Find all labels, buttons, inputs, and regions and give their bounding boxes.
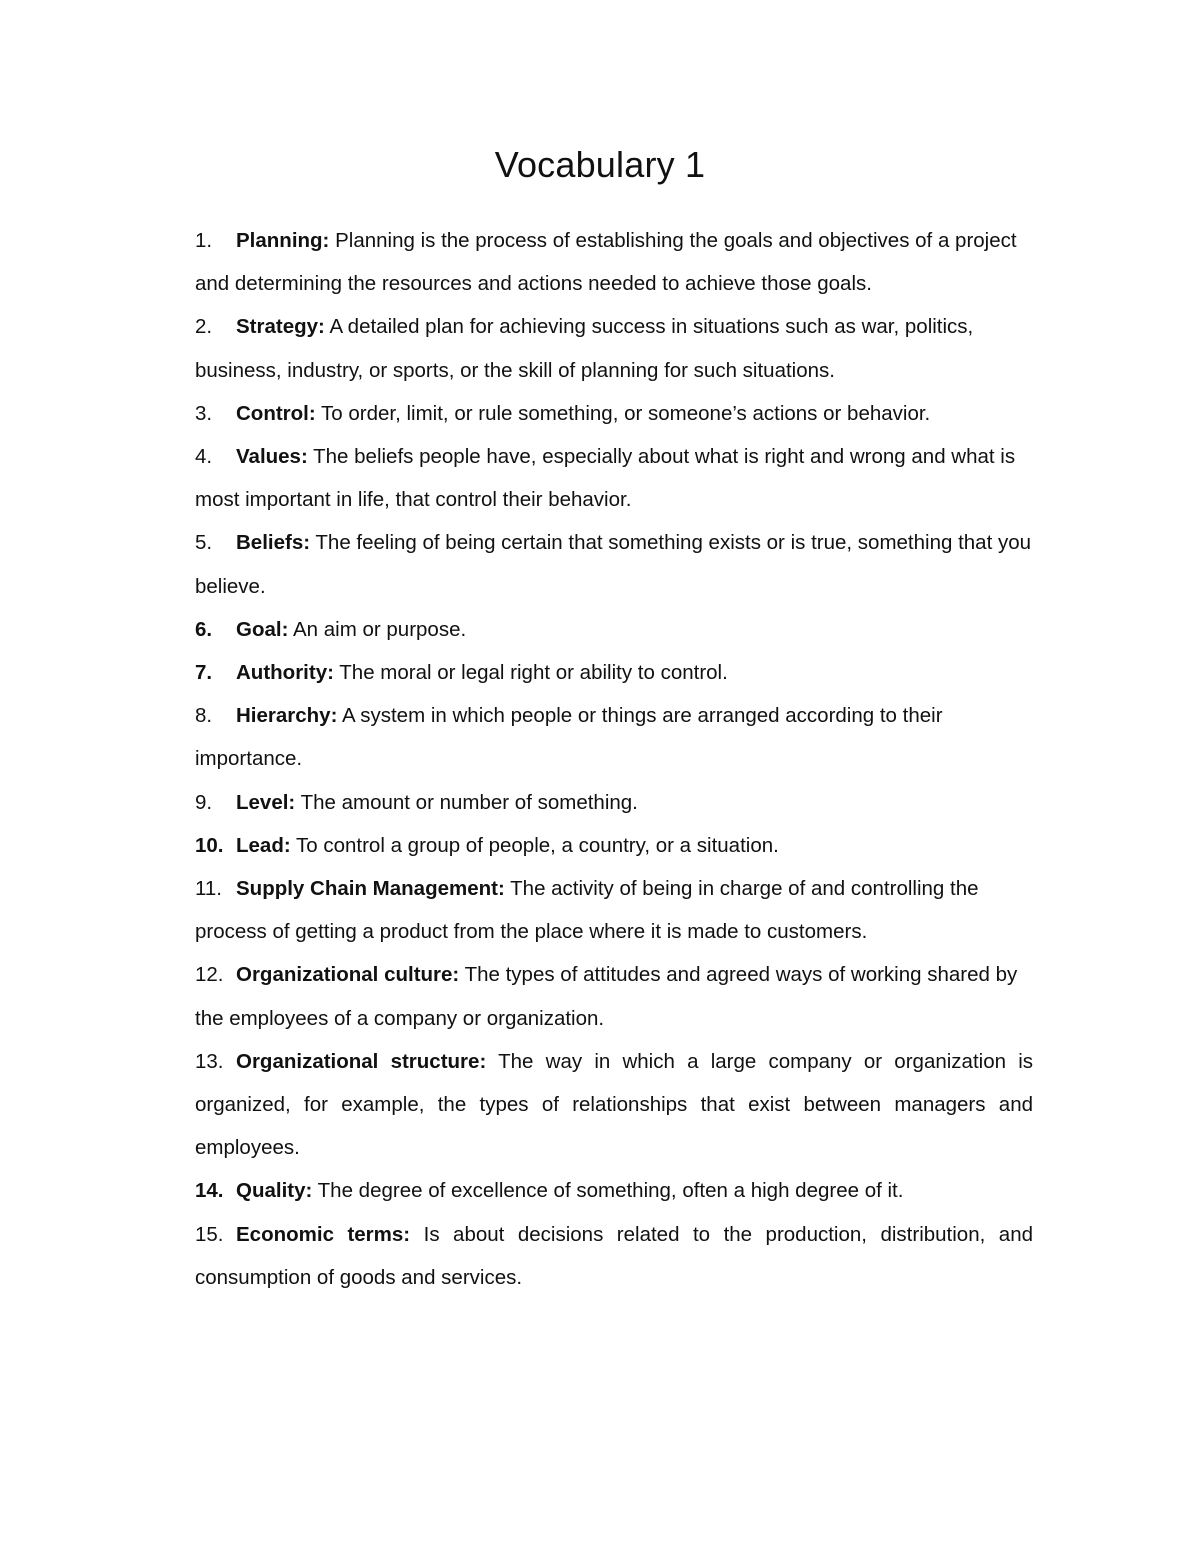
item-definition: Planning is the process of establishing the goals and objectives of a project and determining the resources and actions needed to achieve those goals. xyxy=(195,229,1017,296)
item-definition: The beliefs people have, especially about what is right and wrong and what is most important in life, that control their behavior. xyxy=(195,445,1016,512)
item-term: Control: xyxy=(236,401,316,425)
item-term: Values: xyxy=(236,445,308,469)
list-item xyxy=(195,867,1033,953)
item-definition: The activity of being in charge of and controlling the process of getting a product from the place where it is made to customers. xyxy=(195,877,979,944)
item-term: Planning: xyxy=(236,229,330,252)
item-definition: The amount or number of something. xyxy=(300,790,638,814)
list-item xyxy=(195,1040,1033,1170)
list-item xyxy=(195,1169,1033,1212)
list-item xyxy=(195,521,1033,607)
item-term: Supply Chain Management: xyxy=(236,877,505,901)
list-item xyxy=(195,824,1033,867)
item-term: Strategy: xyxy=(236,315,325,339)
item-definition: To order, limit, or rule something, or someone’s actions or behavior. xyxy=(321,401,931,425)
item-term: Goal: xyxy=(236,617,289,641)
item-number: 6. xyxy=(195,617,213,641)
item-number: 14. xyxy=(195,1179,224,1203)
item-term: Level: xyxy=(236,790,296,814)
item-number: 7. xyxy=(195,661,213,685)
item-number: 4. xyxy=(195,445,213,469)
item-number: 2. xyxy=(195,315,213,339)
list-item xyxy=(195,694,1033,780)
item-number: 1. xyxy=(195,229,213,252)
item-definition: The way in which a large company or organization is organized, for example, the types of relationships that exist between managers and employees. xyxy=(195,1049,1034,1160)
item-term: Beliefs: xyxy=(236,531,311,555)
item-definition: The types of attitudes and agreed ways of working shared by the employees of a company or organization. xyxy=(195,963,1018,1030)
item-term: Lead: xyxy=(236,833,291,857)
item-definition: A detailed plan for achieving success in situations such as war, politics, business, industry, or sports, or the skill of planning for such situations. xyxy=(195,315,974,382)
item-term: Economic terms: xyxy=(236,1222,411,1246)
list-item xyxy=(195,608,1033,651)
item-definition: Is about decisions related to the production, distribution, and consumption of goods and services. xyxy=(195,1222,1034,1289)
item-number: 3. xyxy=(195,401,213,425)
item-number: 13. xyxy=(195,1049,224,1073)
list-item xyxy=(195,219,1033,305)
item-definition: A system in which people or things are arranged according to their importance. xyxy=(195,704,943,771)
item-number: 5. xyxy=(195,531,213,555)
list-item xyxy=(195,1213,1033,1299)
item-term: Hierarchy: xyxy=(236,704,338,728)
item-definition: The moral or legal right or ability to control. xyxy=(339,661,728,685)
page-title: Vocabulary 1 xyxy=(494,144,706,185)
list-item xyxy=(195,392,1033,435)
item-term: Organizational culture: xyxy=(236,963,460,987)
list-item xyxy=(195,651,1033,694)
item-definition: An aim or purpose. xyxy=(292,617,467,641)
item-number: 10. xyxy=(195,833,224,857)
item-number: 8. xyxy=(195,704,213,728)
list-item xyxy=(195,953,1033,1039)
item-number: 12. xyxy=(195,963,224,987)
item-number: 11. xyxy=(195,877,222,901)
item-term: Quality: xyxy=(236,1179,313,1203)
item-number: 9. xyxy=(195,790,213,814)
item-definition: The degree of excellence of something, often a high degree of it. xyxy=(317,1179,904,1203)
item-definition: To control a group of people, a country, or a situation. xyxy=(296,833,779,857)
item-term: Authority: xyxy=(236,661,334,685)
vocabulary-list xyxy=(195,219,1033,1299)
item-definition: The feeling of being certain that something exists or is true, something that you believe. xyxy=(195,531,1032,598)
list-item xyxy=(195,781,1033,824)
list-item xyxy=(195,305,1033,391)
item-number: 15. xyxy=(195,1222,224,1246)
item-term: Organizational structure: xyxy=(236,1049,487,1073)
list-item xyxy=(195,435,1033,521)
